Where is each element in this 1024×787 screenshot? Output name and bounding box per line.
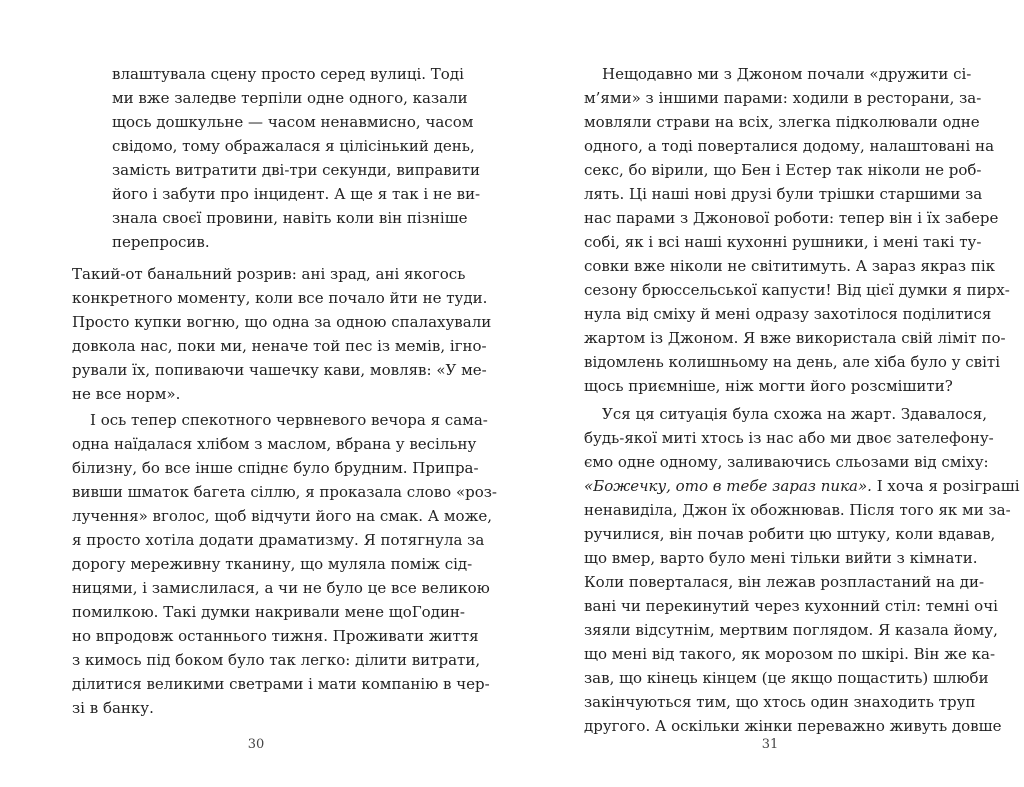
text-line: свідомо, тому ображалася я цілісінький день, <box>112 137 475 155</box>
text-line: знала своєї провини, навіть коли він пізніше <box>112 209 468 227</box>
page-number: 30 <box>247 737 265 752</box>
italic-quote: «Божечку, ото в тебе зараз пика». <box>584 477 872 495</box>
text-line: білизну, бо все інше спіднє було брудним. Припра- <box>72 459 479 477</box>
text-line: ненавиділа, Джон їх обожнював. Після того як ми за- <box>584 501 1011 519</box>
text-line: зяяли відсутнім, мертвим поглядом. Я казала йому, <box>584 621 998 639</box>
text-line: перепросив. <box>112 233 210 251</box>
text-line: мовляли страви на всіх, злегка підколювали одне <box>584 113 980 131</box>
text-line: довкола нас, поки ми, неначе той пес із мемів, ігно- <box>72 337 487 355</box>
text-line: лять. Ці наші нові друзі були трішки старшими за <box>584 185 983 203</box>
text-line: сезону брюссельської капусти! Від цієї думки я пирх- <box>584 281 1010 299</box>
text-line: помилкою. Такі думки накривали мене щоГодин- <box>72 603 466 621</box>
text-line: Просто купки вогню, що одна за одною спалахували <box>72 313 492 331</box>
text-line: ємо одне одному, заливаючись сльозами від сміху: <box>584 453 989 471</box>
text-line: не все норм». <box>72 385 181 403</box>
text-line: його і забути про інцидент. А ще я так і не ви- <box>112 185 481 203</box>
text-line: конкретного моменту, коли все почало йти не туди. <box>72 289 488 307</box>
text-line: м’ями» з іншими парами: ходили в ресторани, за- <box>584 89 982 107</box>
text-line: ницями, і замислилася, а чи не було це все великою <box>72 579 490 597</box>
text-line: вивши шматок багета сіллю, я проказала слово «роз- <box>72 483 498 501</box>
text-line: совки вже ніколи не світитимуть. А зараз якраз пік <box>584 257 996 275</box>
text-line: з кимось під боком було так легко: ділити витрати, <box>72 651 481 669</box>
text-line: ручилися, він почав робити цю штуку, коли вдавав, <box>584 525 996 543</box>
right-page <box>512 0 1024 787</box>
text-line: влаштувала сцену просто серед вулиці. Тоді <box>112 65 464 83</box>
text-line: зі в банку. <box>72 699 154 717</box>
text-line: щось приємніше, ніж могти його розсмішити? <box>584 377 953 395</box>
text-line: Такий-от банальний розрив: ані зрад, ані якогось <box>72 265 466 283</box>
text-line: замість витратити дві-три секунди, виправити <box>112 161 481 179</box>
quote-continuation: І хоча я розіграші <box>871 477 1020 495</box>
text-line: лучення» вголос, щоб відчути його на смак. А може, <box>72 507 493 525</box>
text-line: зав, що кінець кінцем (це якщо пощастить) шлюби <box>584 669 989 687</box>
text-line <box>584 474 1020 498</box>
text-line: одного, а тоді поверталися додому, налаштовані на <box>584 137 995 155</box>
text-line: будь-якої миті хтось із нас або ми двоє зателефону- <box>584 429 994 447</box>
text-line: ділитися великими светрами і мати компанію в чер- <box>72 675 490 693</box>
text-line: собі, як і всі наші кухонні рушники, і мені такі ту- <box>584 233 982 251</box>
text-line: І ось тепер спекотного червневого вечора я сама- <box>90 411 488 429</box>
text-line: одна наїдалася хлібом з маслом, вбрана у весільну <box>72 435 477 453</box>
text-line: нула від сміху й мені одразу захотілося поділитися <box>584 305 992 323</box>
text-line: щось дошкульне — часом ненавмисно, часом <box>112 113 474 131</box>
text-line: я просто хотіла додати драматизму. Я потягнула за <box>72 531 485 549</box>
text-line: ми вже заледве терпіли одне одного, казали <box>112 89 468 107</box>
text-line: Коли поверталася, він лежав розпластаний на ди- <box>584 573 985 591</box>
text-line: но впродовж останнього тижня. Проживати життя <box>72 627 479 645</box>
text-line: Нещодавно ми з Джоном почали «дружити сі- <box>602 65 972 83</box>
page-number: 31 <box>761 737 779 752</box>
text-line: рували їх, попиваючи чашечку кави, мовляв: «У ме- <box>72 361 487 379</box>
text-line: вані чи перекинутий через кухонний стіл: темні очі <box>584 597 998 615</box>
text-line: секс, бо вірили, що Бен і Естер так ніколи не роб- <box>584 161 982 179</box>
text-line: дорогу мереживну тканину, що муляла поміж сід- <box>72 555 473 573</box>
text-line: другого. А оскільки жінки переважно живуть довше <box>584 717 1002 735</box>
text-line: що вмер, варто було мені тільки вийти з кімнати. <box>584 549 978 567</box>
text-line: закінчуються тим, що хтось один знаходить труп <box>584 693 976 711</box>
text-line: Уся ця ситуація була схожа на жарт. Здавалося, <box>602 405 987 423</box>
text-line: жартом із Джоном. Я вже використала свій ліміт по- <box>584 329 1006 347</box>
text-line: що мені від такого, як морозом по шкірі. Він же ка- <box>584 645 996 663</box>
text-line: відомлень колишньому на день, але хіба було у світі <box>584 353 1001 371</box>
text-line: нас парами з Джонової роботи: тепер він і їх забере <box>584 209 999 227</box>
